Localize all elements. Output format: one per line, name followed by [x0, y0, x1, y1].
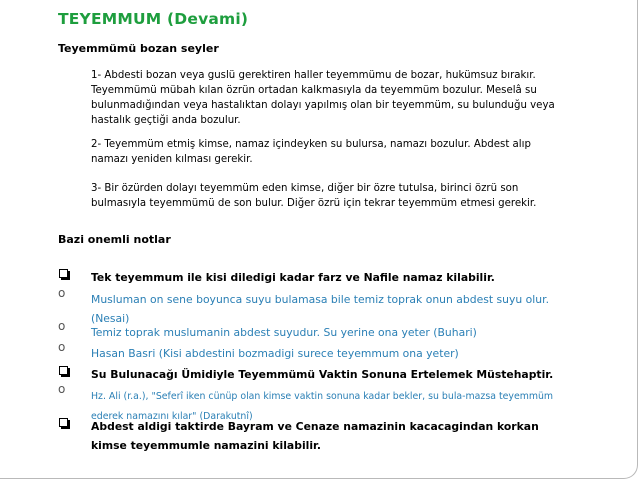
list-item [58, 382, 578, 422]
list-item [58, 415, 578, 452]
paragraph-3: 3- Bir özürden dolayı teyemmüm eden kimse, diğer bir özre tutulsa, birinci özrü son bulmasıyla teyemmümü de son bulur. Diğer özrü için tekrar teyemmüm etmesi gerekir. [91, 183, 537, 209]
list-item-text: Musluman on sene boyunca suyu bulamasa bile temiz toprak onun abdest suyu olur. (Nesai) [91, 293, 550, 325]
square-bullet-icon [58, 269, 68, 281]
list-item [58, 321, 578, 342]
list-item [58, 342, 578, 363]
list-item [58, 266, 578, 288]
circle-bullet-icon: o [58, 382, 66, 396]
section-heading-breakers: Teyemmümü bozan seyler [58, 42, 219, 55]
square-bullet-icon [58, 366, 68, 378]
circle-bullet-icon: o [58, 286, 66, 300]
list-item [58, 363, 578, 384]
list-item-text: Temiz toprak muslumanin abdest suyudur. Su yerine ona yeter (Buhari) [91, 326, 477, 339]
paragraph-2: 2- Teyemmüm etmiş kimse, namaz içindeyken su bulursa, namazı bozulur. Abdest alıp namazı yeniden kılması gerekir. [91, 139, 531, 165]
list-item-text: Tek teyemmum ile kisi diledigi kadar farz ve Nafile namaz kilabilir. [91, 271, 495, 284]
paragraph-1: 1- Abdesti bozan veya guslü gerektiren haller teyemmümu de bozar, hukümsuz bırakır. Teyemmümü mübah kılan özrün ortadan kalkmasıyla da teyemmüm bozulur. Meselâ su bulunmadığından veya hastalıktan dolayı yapılmış olan bir teyemmüm, su bulunduğu veya hastalık geçtiği anda bozulur. [91, 70, 555, 126]
section-heading-notes: Bazi onemli notlar [58, 233, 171, 246]
circle-bullet-icon: o [58, 319, 66, 333]
slide-title: TEYEMMUM (Devami) [58, 10, 249, 28]
list-item-text: Hasan Basri (Kisi abdestini bozmadigi surece teyemmum ona yeter) [91, 347, 459, 360]
notes-list [58, 266, 578, 452]
square-bullet-icon [58, 418, 68, 430]
list-item [58, 286, 578, 325]
list-item-text: Su Bulunacağı Ümidiyle Teyemmümü Vaktin Sonuna Ertelemek Müstehaptir. [91, 368, 554, 381]
list-item-text: Hz. Ali (r.a.), "Seferî iken cünüp olan kimse vaktin sonuna kadar bekler, su bula-mazsa teyemmüm ederek namazını kılar" (Darakutnî) [91, 391, 554, 422]
circle-bullet-icon: o [58, 340, 66, 354]
list-item-text: Abdest aldigi taktirde Bayram ve Cenaze namazinin kacacagindan korkan kimse teyemmumle namazini kilabilir. [91, 420, 539, 452]
